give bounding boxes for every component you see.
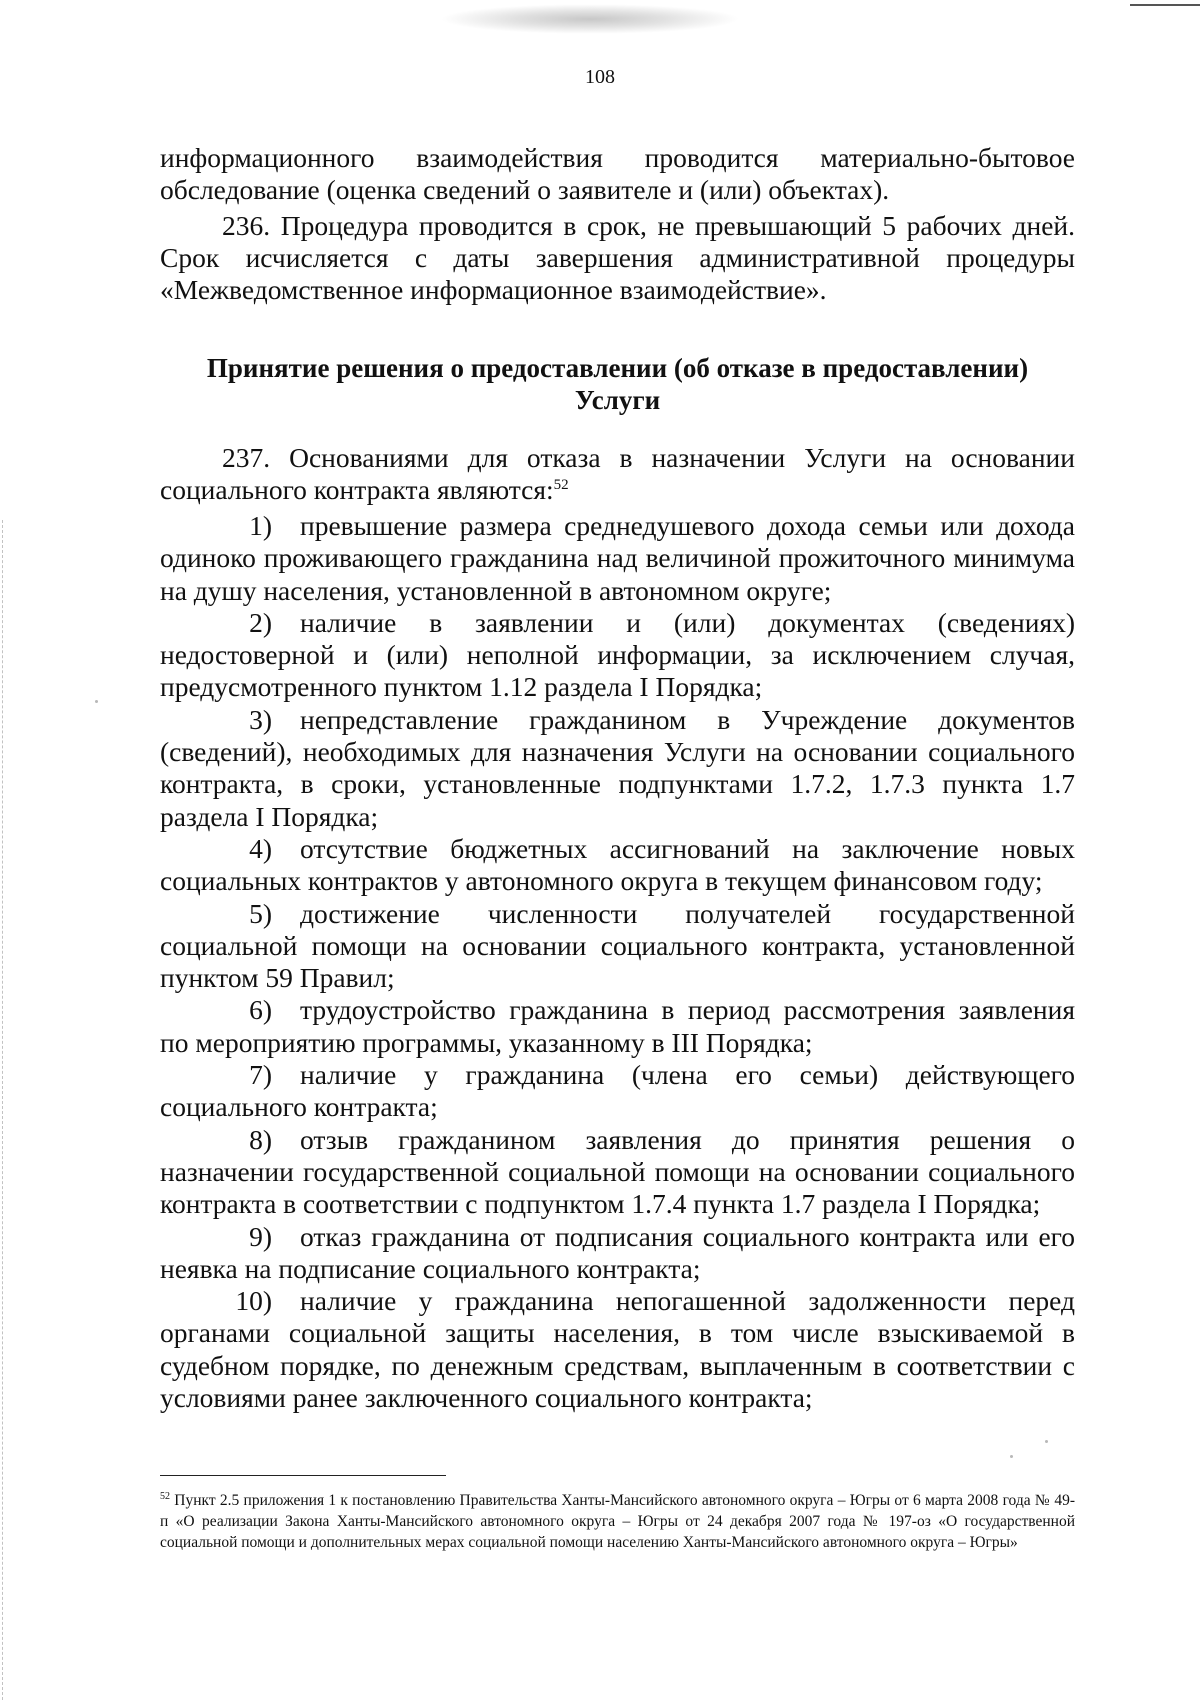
list-item (160, 510, 1075, 607)
list-item-text: наличие у гражданина (члена его семьи) действующего социального контракта; (160, 1059, 1075, 1123)
footnote-separator (160, 1475, 446, 1476)
scan-edge-mark (1130, 4, 1200, 6)
list-item-text: отсутствие бюджетных ассигнований на заключение новых социальных контрактов у автономного округа в текущем финансовом году; (160, 832, 1075, 897)
list-item-number: 10) (235, 1285, 272, 1317)
list-item (160, 994, 1075, 1059)
scan-speck (95, 700, 98, 703)
footnote-mark: 52 (160, 1490, 170, 1502)
footnote-reference: 52 (553, 476, 569, 493)
page-number: 108 (585, 66, 615, 88)
scan-speck (1045, 1440, 1048, 1443)
footnote (160, 1490, 1075, 1553)
scan-artifact (440, 4, 740, 34)
list-item (160, 704, 1075, 833)
list-item-number: 2) (249, 606, 272, 638)
list-item (160, 898, 1075, 995)
list-item-text: наличие в заявлении и (или) документах (сведениях) недостоверной и (или) неполной информации, за исключением случая, предусмотренного пунктом 1.12 раздела I Порядка; (160, 606, 1075, 703)
list-item-text: отказ гражданина от подписания социального контракта или его неявка на подписание социального контракта; (160, 1220, 1075, 1284)
paragraph-237 (160, 442, 1075, 506)
list-item-number: 7) (249, 1059, 272, 1091)
list-item (160, 1059, 1075, 1124)
list-item-number: 5) (249, 897, 272, 929)
list-item-text: наличие у гражданина непогашенной задолженности перед органами социальной защиты населения, в том числе взыскиваемой в судебном порядке, по денежным средствам, выплаченным в соответствии с условиями ранее заключенного социального контракта; (160, 1285, 1075, 1414)
list-item-text: непредставление гражданином в Учреждение документов (сведений), необходимых для назначения Услуги на основании социального контракта, в сроки, установленные подпунктами 1.7.2, 1.7.3 пункта 1.7 раздела I Порядка; (160, 703, 1075, 832)
scan-left-edge (2, 520, 3, 1700)
list-item (160, 1221, 1075, 1286)
list-item-number: 1) (249, 510, 272, 541)
list-item-text: достижение численности получателей государственной социальной помощи на основании социального контракта, установленной пунктом 59 Правил; (160, 897, 1075, 994)
list-item-text: трудоустройство гражданина в период рассмотрения заявления по мероприятию программы, указанному в III Порядка; (160, 994, 1075, 1058)
list-item (160, 1124, 1075, 1221)
continuation-text: информационного взаимодействия проводится материально-бытовое обследование (оценка сведений о заявителе и (или) объектах). (160, 142, 1075, 205)
paragraph-236 (160, 210, 1075, 306)
section-heading-line2: Услуги (574, 385, 661, 415)
list-item-number: 6) (249, 994, 272, 1026)
list-item-number: 8) (249, 1123, 272, 1155)
continuation-paragraph (160, 142, 1075, 206)
scan-speck (1010, 1455, 1013, 1458)
paragraph-236-text: 236. Процедура проводится в срок, не превышающий 5 рабочих дней. Срок исчисляется с даты завершения административной процедуры «Межведомственное информационное взаимодействие». (160, 210, 1075, 305)
section-heading (160, 352, 1075, 416)
list-item (160, 833, 1075, 898)
footnote-text: Пункт 2.5 приложения 1 к постановлению Правительства Ханты-Мансийского автономного округа – Югры от 6 марта 2008 года № 49-п «О реализации Закона Ханты-Мансийского автономного округа – Югры от 24 декабря 2007 года № 197-оз «О государственной социальной помощи и дополнительных мерах социальной помощи населению Ханты-Мансийского автономного округа – Югры» (160, 1492, 1076, 1551)
paragraph-237-body: 237. Основаниями для отказа в назначении Услуги на основании социального контракта являются: (160, 442, 1075, 505)
list-item (160, 1285, 1075, 1414)
section-heading-line1: Принятие решения о предоставлении (об отказе в предоставлении) (206, 353, 1029, 383)
grounds-list (160, 510, 1075, 1414)
list-item-text: превышение размера среднедушевого дохода семьи или дохода одиноко проживающего гражданина над величиной прожиточного минимума на душу населения, установленной в автономном округе; (160, 510, 1075, 606)
paragraph-237-text (160, 442, 1075, 506)
list-item-number: 4) (249, 832, 272, 864)
list-item-number: 3) (249, 703, 272, 735)
list-item (160, 607, 1075, 704)
list-item-number: 9) (249, 1220, 272, 1252)
list-item-text: отзыв гражданином заявления до принятия решения о назначении государственной социальной помощи на основании социального контракта в соответствии с подпунктом 1.7.4 пункта 1.7 раздела I Порядка; (160, 1123, 1075, 1220)
